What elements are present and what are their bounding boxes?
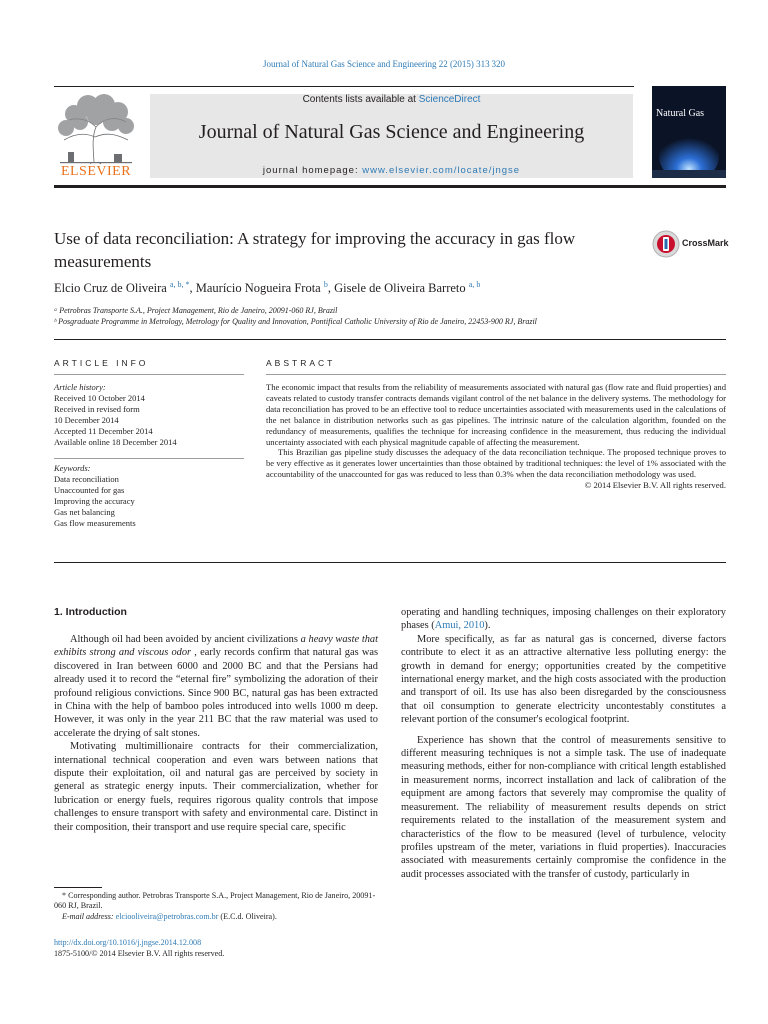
email-line (54, 912, 378, 922)
history-item: Accepted 11 December 2014 (54, 426, 153, 436)
corresponding-author-note: * Corresponding author. Petrobras Transporte S.A., Project Management, Rio de Janeiro, 20091-060 RJ, Brazil. (54, 891, 376, 911)
journal-title: Journal of Natural Gas Science and Engineering (198, 121, 585, 143)
history-label: Article history: (54, 382, 106, 392)
history-item: Available online 18 December 2014 (54, 437, 177, 447)
history-item: Received in revised form (54, 404, 140, 414)
keyword: Unaccounted for gas (54, 485, 125, 495)
affiliation-a: ᵃ Petrobras Transporte S.A., Project Management, Rio de Janeiro, 20091-060 RJ, Brazil (54, 306, 338, 315)
body-right-column (401, 606, 726, 881)
body-text: Although oil had been avoided by ancient civilizations (70, 634, 301, 645)
author-affiliation-mark[interactable]: a, b, * (169, 280, 190, 289)
body-paragraph: More specifically, as far as natural gas is concerned, diverse factors contribute to elect it as an attractive alternative less polluting energy: the growth in demand for energy; opportunities created by the competitive international energy market, and the high costs associated with the production and transport of oil. Its use has also been disregarded by the consciousness that oil consumption to generate electricity uncontestably constitutes a relevant portion of the consumer's ecological footprint. (401, 633, 726, 726)
author-affiliation-mark[interactable]: b (323, 280, 328, 289)
body-text-italic: a heavy waste that exhibits strong and viscous odor (54, 634, 378, 659)
history-item: Received 10 October 2014 (54, 393, 145, 403)
author-name: Elcio Cruz de Oliveira (54, 281, 170, 296)
cover-title: Natural Gas (656, 108, 705, 119)
email-label: E-mail address: (62, 911, 116, 921)
keywords-rule (54, 458, 244, 459)
body-text: ). (484, 620, 491, 632)
issn-copyright: 1875-5100/© 2014 Elsevier B.V. All rights reserved. (54, 949, 225, 958)
elsevier-wordmark: ELSEVIER (60, 164, 132, 179)
author-list (54, 280, 674, 296)
citation-link[interactable]: Amui, 2010 (434, 620, 485, 632)
doi-link[interactable]: http://dx.doi.org/10.1016/j.jngse.2014.12.008 (54, 938, 202, 947)
journal-reference[interactable]: Journal of Natural Gas Science and Engineering 22 (2015) 313 320 (263, 59, 505, 69)
homepage-prefix: journal homepage: (262, 165, 363, 176)
keywords-label: Keywords: (54, 463, 91, 473)
body-paragraph: Experience has shown that the control of measurements sensitive to different measuring techniques is not a simple task. The use of inadequate measuring methods, either for non-compliance with critical length established in measurement norms, incorrect installation and lack of calibration of the equipment are among factors that severely may compromise the quality of measurement. The reliability of measurement results depends on strict requirements related to the installation of the measurement system and characteristics of the flow to be measured (level of turbulence, velocity profiles upstream of the meter, variations in fluid properties). Inaccuracies associated with measurements certainly compromise the confidence in the audit processes associated with the transfer of custody, particularly in (401, 734, 726, 880)
homepage-link[interactable]: www.elsevier.com/locate/jngse (362, 165, 521, 176)
keyword: Data reconciliation (54, 474, 119, 484)
sciencedirect-link[interactable]: ScienceDirect (418, 94, 481, 105)
author-name: , Maurício Nogueira Frota (189, 281, 324, 296)
body-paragraph: Motivating multimillionaire contracts for their commercialization, international technical cooperation and even wars between nations that dispute their exploitation, oil and natural gas are perceived by society in general as strategic energy inputs. Their commercialization, whether for lubrication or energy fuels, requires rigorous quality controls that impose challenges to ensure transport with safety and environmental care. Distinct in their composition, their transport and use require special care, specific (54, 741, 378, 833)
abstract-rule (266, 374, 726, 375)
keyword: Gas net balancing (54, 507, 115, 517)
crossmark-icon (652, 230, 680, 258)
header-thick-rule (54, 185, 726, 188)
abstract-bottom-rule (54, 562, 726, 563)
contents-line (150, 94, 633, 105)
keyword: Improving the accuracy (54, 496, 135, 506)
crossmark-badge[interactable] (652, 230, 732, 258)
author-affiliation-mark[interactable]: a, b (468, 280, 481, 289)
crossmark-label: CrossMark (682, 238, 729, 248)
body-text: operating and handling techniques, imposing challenges on their exploratory phases ( (401, 607, 726, 632)
abstract-paragraph: This Brazilian gas pipeline study discusses the adequacy of the data reconciliation technique. The proposed technique proves to be very effective as it generates lower uncertainties than those obtained by traditional techniques: the level of 1% associated with the accountability of the unaccounted for gas was reduced to less than 0.3% when the data reconciliation methodology was used. (266, 447, 726, 480)
author-name: , Gisele de Oliveira Barreto (327, 281, 469, 296)
keyword: Gas flow measurements (54, 518, 136, 528)
footnote-rule (54, 887, 102, 888)
journal-homepage (150, 165, 633, 176)
article-info-rule (54, 374, 244, 375)
section-rule (54, 339, 726, 340)
article-title: Use of data reconciliation: A strategy for improving the accuracy in gas flow measurements (54, 229, 576, 271)
abstract-paragraph: The economic impact that results from the reliability of measurements associated with natural gas (flow rate and fluid properties) and caveats related to custody transfer contracts demands vigilant control of the net balance in the delivery systems. The methodology for data reconciliation has proved to be an effective tool to reduce uncertainties associated with measurements used in the calculations of the net balance in distribution networks such as gas pipelines. The intrinsic nature of the calculation algorithm, founded on the redundancy of measurements, qualifies the technique for increasing confidence in the measurement, thus reducing the individual uncertainty associated with each physical magnitude capable of affecting the measurement. (266, 382, 726, 447)
journal-cover-image (652, 86, 726, 178)
contents-prefix: Contents lists available at (302, 94, 419, 105)
email-suffix: (E.C.d. Oliveira). (218, 911, 277, 921)
abstract-text (266, 382, 726, 491)
keywords (54, 463, 244, 529)
article-info-heading: ARTICLE INFO (54, 358, 149, 368)
article-history (54, 382, 244, 448)
body-paragraph (54, 633, 378, 740)
section-heading-introduction: 1. Introduction (54, 606, 127, 618)
abstract-copyright: © 2014 Elsevier B.V. All rights reserved. (584, 480, 726, 491)
history-item: 10 December 2014 (54, 415, 119, 425)
header-rule (54, 86, 634, 87)
body-left-column (54, 633, 378, 834)
footnote (54, 891, 378, 922)
affiliation-b: ᵇ Posgraduate Programme in Metrology, Metrology for Quality and Innovation, Pontifical Catholic University of Rio de Janeiro, 22453-900 RJ, Brazil (54, 317, 537, 326)
abstract-heading: ABSTRACT (266, 358, 336, 368)
email-link[interactable]: elciooliveira@petrobras.com.br (115, 911, 219, 921)
body-paragraph (401, 606, 726, 633)
body-text: , early records confirm that natural gas was discovered in Iran between 6000 and 2000 BC and that the Persians had already used it to record the “eternal fire” symbolizing the adoration of their profound religious convictions. Since 900 BC, natural gas has been extracted in China with the help of bamboo poles introduced into wells 1000 m deep. However, it was only in the year 211 BC that the raw material was used to accelerate the drying of salt stones. (54, 647, 378, 739)
